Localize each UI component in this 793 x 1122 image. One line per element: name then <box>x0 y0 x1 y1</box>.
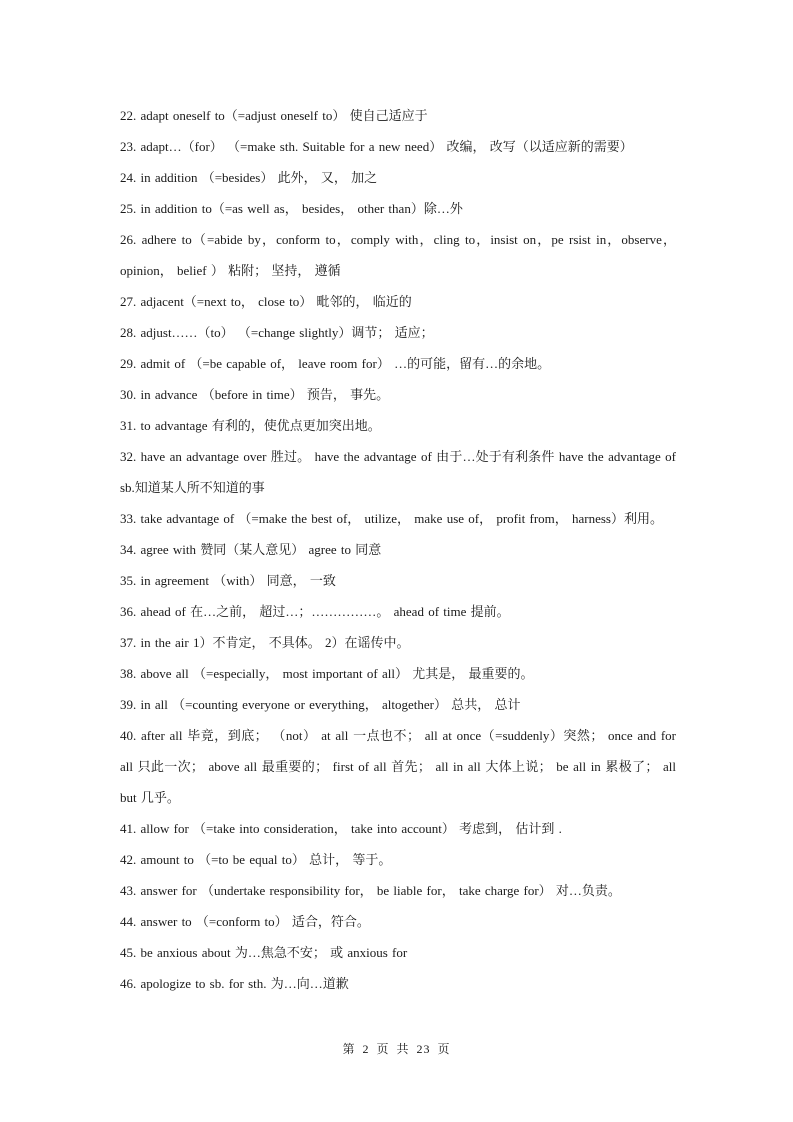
list-item: 28. adjust……（to） （=change slightly）调节； 适应； <box>120 325 434 340</box>
list-item: 45. be anxious about 为…焦急不安； 或 anxious for <box>120 945 408 960</box>
list-item: 25. in addition to（=as well as， besides， other than）除…外 <box>120 201 463 216</box>
list-item: 44. answer to （=conform to） 适合，符合。 <box>120 914 370 929</box>
list-item: 42. amount to （=to be equal to） 总计， 等于。 <box>120 852 392 867</box>
list-item: 24. in addition （=besides） 此外， 又， 加之 <box>120 170 378 185</box>
list-item: 34. agree with 赞同（某人意见） agree to 同意 <box>120 542 382 557</box>
list-item: 46. apologize to sb. for sth. 为…向…道歉 <box>120 976 349 991</box>
list-item: 37. in the air 1）不肯定， 不具体。 2）在谣传中。 <box>120 635 410 650</box>
list-item: 27. adjacent（=next to， close to） 毗邻的， 临近的 <box>120 294 412 309</box>
list-item: 29. admit of （=be capable of， leave room for） …的可能，留有…的余地。 <box>120 356 551 371</box>
list-item: 30. in advance （before in time） 预告， 事先。 <box>120 387 390 402</box>
list-item: 23. adapt…（for） （=make sth. Suitable for a new need） 改编， 改写（以适应新的需要） <box>120 139 633 154</box>
list-item: 35. in agreement （with） 同意， 一致 <box>120 573 336 588</box>
list-item: 41. allow for （=take into consideration， take into account） 考虑到， 估计到 . <box>120 821 562 836</box>
list-item: 36. ahead of 在…之前， 超过…；……………。 ahead of time 提前。 <box>120 604 510 619</box>
list-item: 39. in all （=counting everyone or everything， altogether） 总共， 总计 <box>120 697 521 712</box>
list-item: 31. to advantage 有利的，使优点更加突出地。 <box>120 418 381 433</box>
list-item: 33. take advantage of （=make the best of， utilize， make use of， profit from， harness）利用。 <box>120 511 663 526</box>
list-item: 32. have an advantage over 胜过。 have the advantage of 由于…处于有利条件 have the advantage of sb.知道某人所不知道的事 <box>120 449 676 495</box>
list-item: 40. after all 毕竟，到底； （not） at all 一点也不； all at once（=suddenly）突然； once and for all 只此一次； above all 最重要的； first of all 首先； all in all 大体上说； be all in 累极了； all but 几乎。 <box>120 728 676 805</box>
phrase-list <box>120 100 676 999</box>
list-item: 43. answer for （undertake responsibility for， be liable for， take charge for） 对…负责。 <box>120 883 621 898</box>
list-item: 38. above all （=especially， most important of all） 尤其是， 最重要的。 <box>120 666 534 681</box>
page-number-footer: 第 2 页 共 23 页 <box>342 1042 451 1056</box>
list-item: 22. adapt oneself to（=adjust oneself to） 使自己适应于 <box>120 108 428 123</box>
list-item: 26. adhere to（=abide by，conform to，comply with，cling to，insist on，pe rsist in，observe，opinion， belief ） 粘附； 坚持， 遵循 <box>120 232 676 278</box>
